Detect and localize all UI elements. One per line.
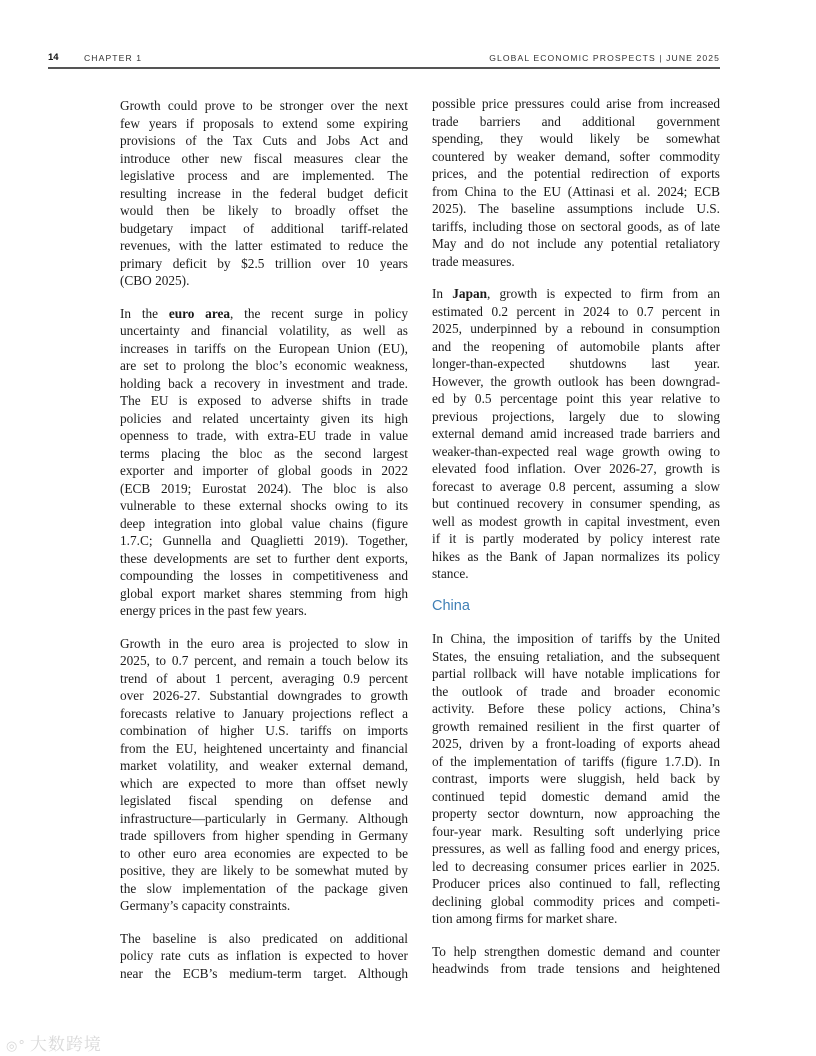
text-line: (CBO 2025).: [120, 273, 190, 288]
text-line: primary deficit by $2.5 trillion over 10 years: [120, 255, 408, 271]
right-column: [432, 95, 720, 993]
text-line: but continued recovery in consumer spending, as: [432, 496, 720, 511]
text-line: combination of higher U.S. tariffs on imports: [120, 723, 408, 738]
text-line: budgetary impact of additional tariff-related: [120, 220, 408, 236]
text-line: trade barriers and additional government: [432, 113, 720, 129]
text-line: ed by 0.5 percentage point this year relative to: [432, 391, 720, 406]
text-line: market volatility, and weaker external demand,: [120, 758, 408, 773]
text-line: which are expected to more than offset newly: [120, 775, 408, 791]
text-line: tariffs, including those on sectoral goods, as of late: [432, 218, 720, 234]
text-line: from the EU, heightened uncertainty and financial: [120, 740, 408, 756]
section-heading: China: [432, 597, 470, 614]
text-line: previous projections, largely due to slowing: [432, 408, 720, 424]
text-line: openness to trade, with extra-EU trade in value: [120, 428, 408, 443]
text-line: near the ECB’s medium-term target. Although: [120, 965, 408, 981]
text-line: 2025, driven by a front-loading of exports ahead: [432, 736, 720, 751]
text-line: 2025, underpinned by a rebound in consumption: [432, 321, 720, 336]
text-line: partial rollback will have notable implications for: [432, 666, 720, 681]
text-line: if it is partly moderated by policy interest rate: [432, 531, 720, 546]
text-line: revenues, with the latter estimated to reduce the: [120, 238, 408, 253]
text-line: However, the growth outlook has been downgrad-: [432, 373, 720, 389]
text-line: positive, they are likely to be somewhat muted by: [120, 863, 408, 878]
text-line: forecasts relative to January projections reflect a: [120, 705, 408, 721]
text-line: headwinds from trade tensions and heightened: [432, 961, 720, 976]
text-line: exporter and importer of global goods in 2022: [120, 463, 408, 478]
text-line: countered by weaker demand, softer commodity: [432, 148, 720, 164]
text-line: trend of about 1 percent, averaging 0.9 percent: [120, 670, 408, 686]
watermark-text: 大数跨境: [29, 1035, 102, 1055]
page-number: 14: [48, 52, 59, 63]
text-line: To help strengthen domestic demand and counter: [432, 943, 720, 959]
text-line: energy prices in the past few years.: [120, 603, 307, 618]
text-line: uncertainty and financial volatility, as well as: [120, 323, 408, 338]
bold-term: Japan: [452, 286, 488, 301]
paragraph: [432, 943, 720, 978]
text-line: of the implementation of tariffs (figure 1.7.D). In: [432, 753, 720, 769]
paragraph: [120, 930, 408, 983]
text-line: legislative process and are implemented. The: [120, 168, 408, 183]
text-line: Producer prices also continued to fall, reflecting: [432, 876, 720, 891]
text-line: possible price pressures could arise from increased: [432, 96, 720, 111]
text-line: Growth could prove to be stronger over the next: [120, 98, 408, 113]
text-line: longer-than-expected shutdowns last year.: [432, 356, 720, 371]
text-line: well as modest growth in capital investment, even: [432, 513, 720, 529]
text-line: would then be likely to broadly offset the: [120, 203, 408, 218]
text-line: the outlook of trade and broader economic: [432, 683, 720, 699]
text-line: Germany’s capacity constraints.: [120, 898, 291, 913]
text-line: external demand amid increased trade barriers and: [432, 426, 720, 441]
text-line: forecast to average 0.8 percent, assuming a slow: [432, 478, 720, 494]
text-line: May and do not include any potential retaliatory: [432, 236, 720, 251]
paragraph: [432, 95, 720, 270]
paragraph: [120, 97, 408, 290]
text-line: (ECB 2019; Eurostat 2024). The bloc is also: [120, 480, 408, 496]
text-line: trade measures.: [432, 253, 515, 269]
paragraph: [432, 285, 720, 583]
text-line: hikes as the Bank of Japan normalizes its policy: [432, 548, 720, 564]
text-line: four-year mark. Resulting soft underlying price: [432, 823, 720, 839]
text-line: few years if proposals to extend some expiring: [120, 115, 408, 131]
text-line: infrastructure—particularly in Germany. Although: [120, 810, 408, 826]
left-column: [120, 97, 408, 997]
text-line: In China, the imposition of tariffs by the United: [432, 631, 720, 646]
text-line: over 2026-27. Substantial downgrades to growth: [120, 688, 408, 703]
text-line: 2025, to 0.7 percent, and remain a touch below its: [120, 653, 408, 668]
chapter-label: CHAPTER 1: [84, 53, 143, 63]
text-line: 1.7.C; Gunnella and Quaglietti 2019). Together,: [120, 533, 408, 548]
text-line: growth remained resilient in the first quarter of: [432, 718, 720, 734]
text-line: The EU is exposed to adverse shifts in trade: [120, 393, 408, 408]
text-line: these developments are set to further dent exports,: [120, 550, 408, 566]
text-line: the slow implementation of the package given: [120, 880, 408, 896]
text-line: holding back a recovery in investment and trade.: [120, 375, 408, 391]
text-line: elevated food inflation. Over 2026-27, growth is: [432, 461, 720, 476]
text-line: terms placing the bloc as the second largest: [120, 445, 408, 461]
text-line: policies and related uncertainty given its high: [120, 410, 408, 426]
text-line: weaker-than-expected real wage growth owing to: [432, 443, 720, 459]
text-line: stance.: [432, 566, 469, 581]
text-line: In Japan, growth is expected to firm from an: [432, 286, 721, 301]
text-line: Growth in the euro area is projected to slow in: [120, 635, 408, 651]
text-line: to other euro area economies are expected to be: [120, 845, 408, 861]
text-line: tion among firms for market share.: [432, 911, 618, 926]
text-line: global export market shares stemming from high: [120, 585, 408, 601]
text-line: States, the ensuing retaliation, and the subsequent: [432, 648, 720, 664]
running-header: [48, 52, 720, 66]
text-line: policy rate cuts as inflation is expected to hover: [120, 948, 408, 963]
text-line: and the reopening of automobile plants after: [432, 338, 720, 354]
text-line: resulting increase in the federal budget deficit: [120, 185, 408, 201]
text-line: led to decreasing consumer prices earlier in 2025.: [432, 858, 720, 874]
text-line: trade spillovers from higher spending in Germany: [120, 828, 408, 843]
text-line: vulnerable to these external shocks owing to its: [120, 498, 408, 513]
text-line: pressures, as well as falling food and energy prices,: [432, 841, 720, 856]
text-line: compounding the losses in competitiveness and: [120, 568, 408, 583]
text-line: are set to prolong the bloc’s economic weakness,: [120, 358, 408, 373]
text-line: prices, and the potential redirection of exports: [432, 166, 720, 181]
bold-term: euro area: [168, 305, 231, 321]
watermark: [6, 1030, 102, 1055]
text-line: spending, they would likely be somewhat: [432, 131, 720, 146]
text-line: The baseline is also predicated on additional: [120, 930, 408, 946]
text-line: estimated 0.2 percent in 2024 to 0.7 percent in: [432, 303, 720, 319]
paragraph: [432, 630, 720, 928]
publication-title: GLOBAL ECONOMIC PROSPECTS | JUNE 2025: [489, 53, 720, 63]
text-line: introduce other new fiscal measures clear the: [120, 150, 408, 166]
header-rule: [48, 67, 720, 69]
text-line: provisions of the Tax Cuts and Jobs Act and: [120, 133, 408, 148]
paragraph: [120, 305, 408, 620]
text-line: 2025). The baseline assumptions include U.S.: [432, 201, 720, 216]
text-line: contrast, imports were sluggish, held back by: [432, 771, 720, 786]
text-line: from China to the EU (Attinasi et al. 2024; ECB: [432, 183, 720, 199]
text-line: activity. Before these policy actions, China’s: [432, 701, 720, 716]
watermark-logo-icon: ◎°: [6, 1039, 26, 1054]
text-line: In the euro area, the recent surge in policy: [120, 305, 408, 321]
text-line: deep integration into global value chains (figure: [120, 515, 408, 531]
text-line: continued tepid domestic demand amid the: [432, 788, 720, 804]
paragraph: [120, 635, 408, 915]
text-line: legislated fiscal spending on defense and: [120, 793, 408, 808]
text-line: declining global commodity prices and competi-: [432, 893, 720, 909]
text-line: increases in tariffs on the European Union (EU),: [120, 340, 408, 356]
text-line: property sector downturn, now approaching the: [432, 806, 720, 821]
